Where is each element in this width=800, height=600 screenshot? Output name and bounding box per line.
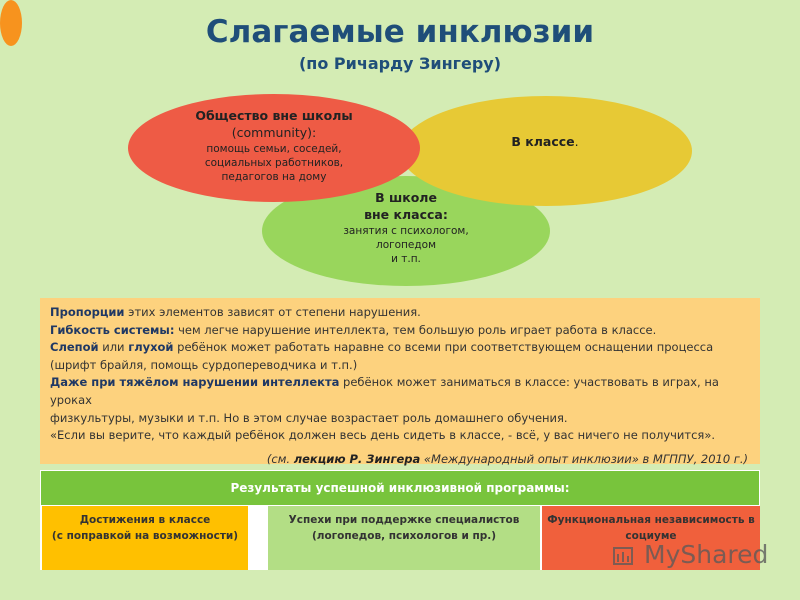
- result-line: (с поправкой на возможности): [51, 530, 239, 542]
- school-body-line: занятия с психологом,: [343, 224, 469, 237]
- info-line: [50, 339, 750, 357]
- citation-prefix: (см.: [266, 451, 294, 466]
- info-line: физкультуры, музыки и т.п. Но в этом случае возрастает роль домашнего обучения.: [50, 410, 568, 425]
- citation-link[interactable]: лекцию Р. Зингера: [293, 451, 421, 466]
- info-bold: глухой: [128, 340, 174, 355]
- in-class-suffix: .: [574, 134, 579, 149]
- result-line: Достижения в классе: [79, 514, 211, 526]
- info-bold: Даже при тяжёлом нарушении интеллекта: [50, 375, 340, 390]
- result-line: (логопедов, психологов и пр.): [311, 530, 497, 542]
- page-title: Слагаемые инклюзии: [205, 14, 595, 50]
- community-body-line: социальных работников,: [204, 156, 344, 169]
- community-label: [182, 108, 366, 184]
- community-body-line: педагогов на дому: [221, 171, 327, 184]
- page-subtitle: (по Ричарду Зингеру): [298, 54, 502, 73]
- info-bold: Слепой: [50, 340, 99, 355]
- info-text: ребёнок может работать наравне со всеми при соответствующем оснащении процесса: [173, 340, 714, 355]
- in-class-label: [500, 134, 590, 151]
- results-header: Результаты успешной инклюзивной программы:: [40, 470, 760, 506]
- info-bold: Пропорции: [50, 305, 125, 319]
- community-heading: Общество вне школы: [195, 108, 353, 123]
- result-line: Успехи при поддержке специалистов: [288, 514, 520, 526]
- info-line: [50, 374, 750, 409]
- info-text: или: [98, 340, 129, 355]
- school-heading-line: вне класса:: [364, 206, 448, 222]
- school-body-line: логопедом: [375, 238, 436, 251]
- school-body-line: и т.п.: [391, 253, 421, 266]
- citation-rest: «Международный опыт инклюзии» в МГППУ, 2010 г.): [420, 451, 748, 466]
- info-bold: Гибкость системы:: [50, 322, 175, 337]
- watermark-text: MyShared: [644, 540, 769, 569]
- info-box: [40, 298, 760, 464]
- info-text: чем легче нарушение интеллекта, тем большую роль играет работа в классе.: [174, 322, 657, 337]
- school-heading-line: В школе: [375, 190, 437, 205]
- community-subheading: (community):: [231, 124, 317, 140]
- result-specialist-support: [268, 506, 540, 570]
- result-classroom-achievements: [42, 506, 248, 570]
- info-text: этих элементов зависят от степени нарушения.: [124, 305, 421, 319]
- info-citation: [50, 451, 750, 469]
- in-class-heading: В классе: [511, 134, 575, 149]
- info-line: (шрифт брайля, помощь сурдопереводчика и т.п.): [50, 357, 358, 372]
- watermark: [610, 538, 770, 572]
- info-line: [50, 304, 750, 322]
- info-line: [50, 322, 750, 340]
- result-line: Функциональная независимость в: [547, 514, 755, 526]
- community-body-line: помощь семьи, соседей,: [206, 142, 342, 155]
- result-line: социуме: [625, 530, 677, 542]
- info-text: ребёнок может заниматься в классе: участвовать в играх, на уроках: [50, 375, 719, 407]
- school-outside-class-label: [330, 190, 482, 266]
- info-quote: «Если вы верите, что каждый ребёнок должен весь день сидеть в классе, - всё, у вас ничего не получится».: [50, 428, 716, 443]
